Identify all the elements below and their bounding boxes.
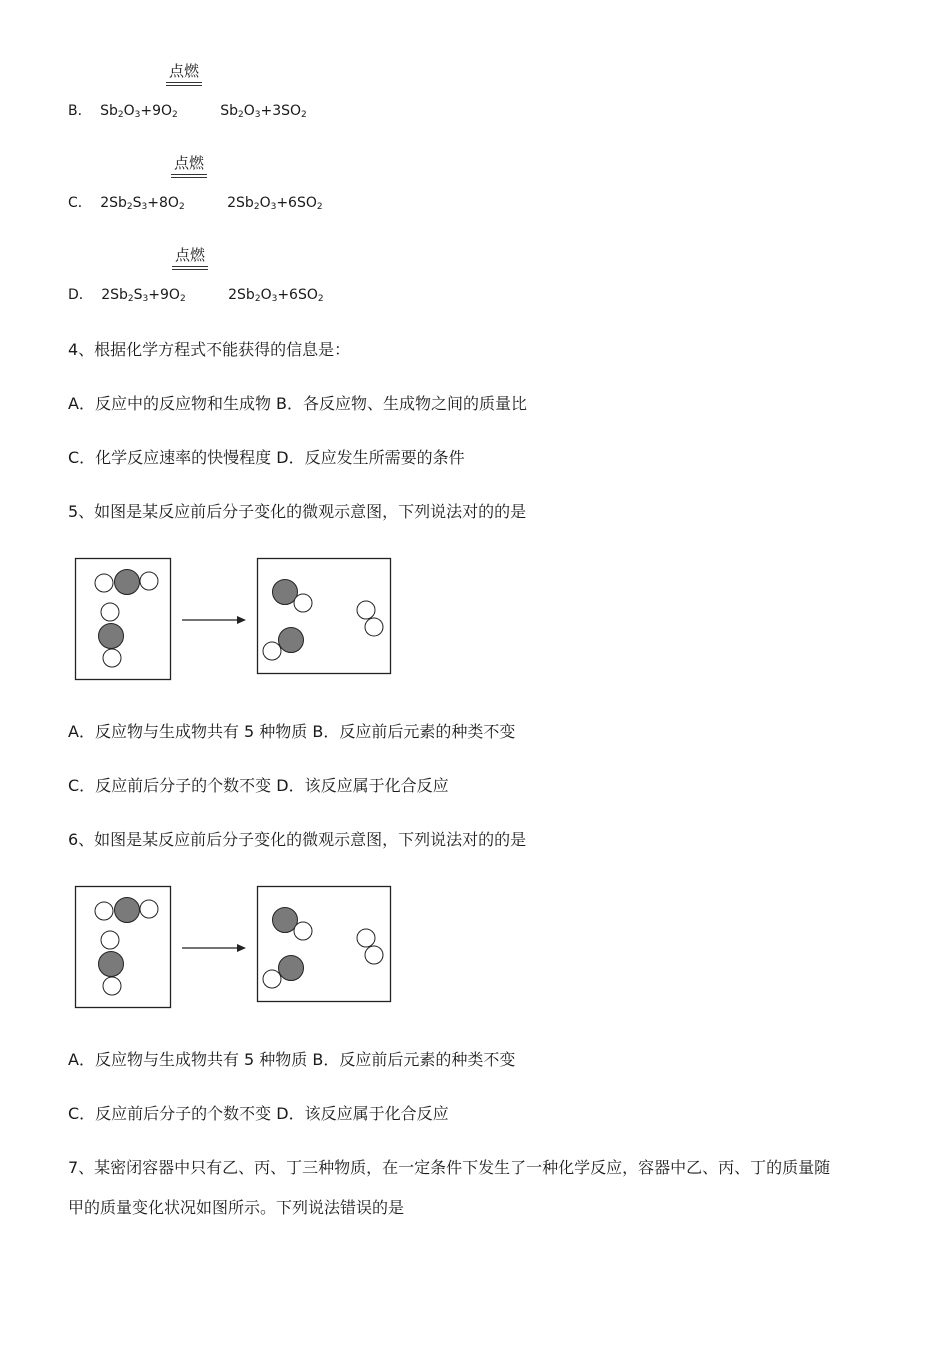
lhs-formula [100, 103, 178, 119]
double-line-2 [166, 85, 202, 86]
dark-atom [279, 628, 304, 653]
condition-text: 点燃 [168, 62, 199, 80]
option-letter: B． [68, 103, 92, 119]
q7-stem-line2: 甲的质量变化状况如图所示。下列说法错误的是 [68, 1198, 405, 1217]
q5-stem: 5、如图是某反应前后分子变化的微观示意图，下列说法对的的是 [68, 502, 527, 521]
light-atom [294, 922, 312, 940]
q6-options-line1: A．反应物与生成物共有 5 种物质 B．反应前后元素的种类不变 [68, 1050, 516, 1069]
light-atom [365, 618, 383, 636]
double-line [166, 82, 202, 83]
formula-text: +6SO [276, 195, 317, 211]
formula-text: Sb [220, 103, 238, 119]
option-letter: C． [68, 195, 92, 211]
rhs-formula [227, 195, 322, 211]
formula-subscript: 2 [254, 294, 261, 304]
formula-text: 2Sb [101, 287, 128, 303]
formula-text: 2Sb [100, 195, 127, 211]
condition-text: 点燃 [174, 246, 205, 264]
q4-options-line1: A．反应中的反应物和生成物 B．各反应物、生成物之间的质量比 [68, 394, 528, 413]
formula-text: Sb [100, 103, 118, 119]
double-line-2 [172, 269, 208, 270]
molecule-diagram-q5 [70, 552, 400, 686]
formula-subscript: 2 [316, 202, 323, 212]
formula-text: +9O [148, 287, 180, 303]
formula-subscript: 3 [270, 202, 277, 212]
formula-text: O [259, 195, 271, 211]
formula-text: O [243, 103, 255, 119]
option-b [68, 100, 307, 120]
double-line-2 [171, 177, 207, 178]
formula-text: +8O [147, 195, 179, 211]
formula-text: 2Sb [227, 195, 254, 211]
formula-subscript: 3 [142, 294, 149, 304]
double-line [172, 266, 208, 267]
light-atom [95, 902, 113, 920]
condition-label [166, 60, 202, 86]
formula-text: +9O [140, 103, 173, 119]
light-atom [103, 649, 121, 667]
q6-stem: 6、如图是某反应前后分子变化的微观示意图，下列说法对的的是 [68, 830, 527, 849]
formula-subscript: 3 [254, 110, 261, 120]
formula-subscript: 2 [253, 202, 260, 212]
q6-options-line2: C．反应前后分子的个数不变 D．该反应属于化合反应 [68, 1104, 449, 1123]
formula-subscript: 2 [301, 110, 307, 120]
formula-subscript: 2 [117, 110, 124, 120]
formula-text: S [132, 195, 142, 211]
light-atom [263, 642, 281, 660]
formula-subscript: 3 [141, 202, 148, 212]
option-letter: D． [68, 287, 93, 303]
dark-atom [99, 952, 124, 977]
dark-atom [273, 908, 298, 933]
light-atom [101, 931, 119, 949]
formula-subscript: 2 [237, 110, 244, 120]
q5-options-line1: A．反应物与生成物共有 5 种物质 B．反应前后元素的种类不变 [68, 722, 516, 741]
light-atom [101, 603, 119, 621]
q4-stem: 4、根据化学方程式不能获得的信息是： [68, 340, 351, 359]
arrow-head-icon [237, 944, 246, 952]
condition-label [171, 152, 207, 178]
formula-subscript: 2 [317, 294, 324, 304]
formula-subscript: 2 [179, 294, 186, 304]
lhs-formula [100, 195, 184, 211]
rhs-formula [228, 287, 323, 303]
formula-text: +6SO [277, 287, 318, 303]
light-atom [140, 900, 158, 918]
formula-text: +3SO [260, 103, 302, 119]
rhs-formula [220, 103, 307, 119]
condition-label [172, 244, 208, 270]
dark-atom [273, 580, 298, 605]
formula-text: S [133, 287, 143, 303]
formula-subscript: 2 [172, 110, 178, 120]
formula-subscript: 2 [178, 202, 185, 212]
light-atom [140, 572, 158, 590]
double-line [171, 174, 207, 175]
dark-atom [279, 956, 304, 981]
lhs-formula [101, 287, 185, 303]
dark-atom [99, 624, 124, 649]
q5-options-line2: C．反应前后分子的个数不变 D．该反应属于化合反应 [68, 776, 449, 795]
option-c [68, 192, 323, 212]
option-d [68, 284, 324, 304]
q4-options-line2: C．化学反应速率的快慢程度 D．反应发生所需要的条件 [68, 448, 465, 467]
arrow-head-icon [237, 616, 246, 624]
light-atom [357, 929, 375, 947]
light-atom [365, 946, 383, 964]
dark-atom [115, 570, 140, 595]
formula-text: O [260, 287, 272, 303]
light-atom [294, 594, 312, 612]
light-atom [357, 601, 375, 619]
light-atom [95, 574, 113, 592]
formula-text: O [123, 103, 135, 119]
formula-subscript: 2 [127, 294, 134, 304]
q7-stem-line1: 7、某密闭容器中只有乙、丙、丁三种物质，在一定条件下发生了一种化学反应，容器中乙、丙、丁的质量随 [68, 1158, 831, 1177]
light-atom [263, 970, 281, 988]
formula-subscript: 2 [126, 202, 133, 212]
formula-text: 2Sb [228, 287, 255, 303]
formula-subscript: 3 [134, 110, 141, 120]
condition-text: 点燃 [173, 154, 204, 172]
light-atom [103, 977, 121, 995]
molecule-diagram-q6 [70, 880, 400, 1014]
dark-atom [115, 898, 140, 923]
formula-subscript: 3 [271, 294, 278, 304]
